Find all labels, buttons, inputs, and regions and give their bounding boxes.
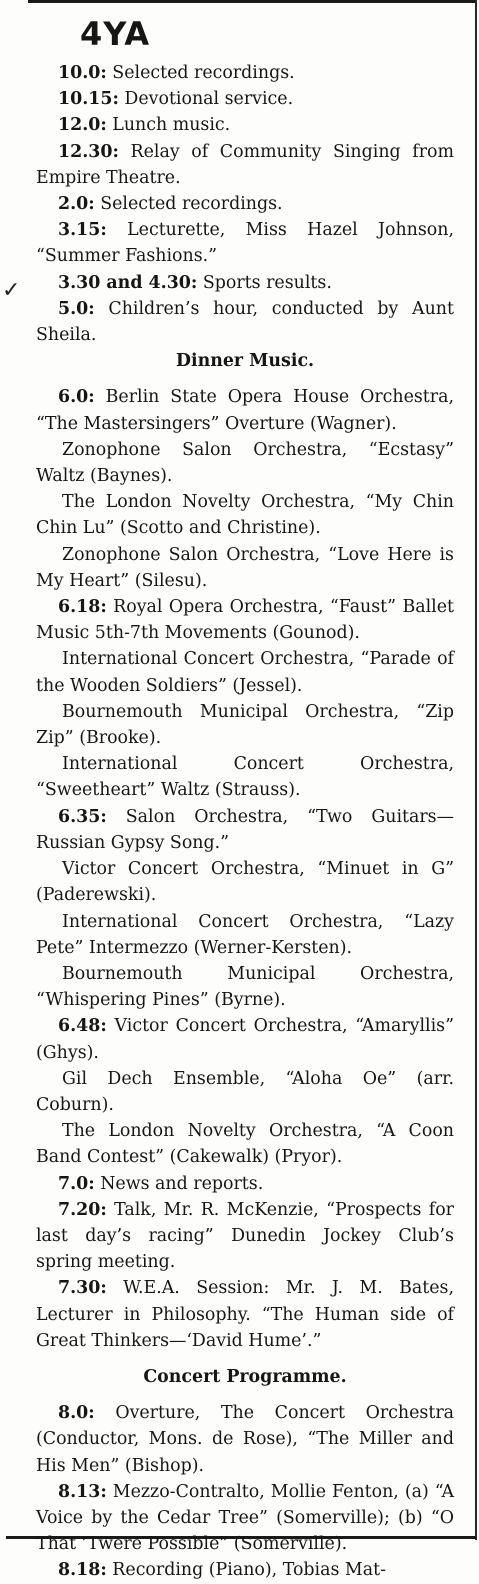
programme-entry [36,112,454,138]
programme-entry [36,1275,454,1354]
programme-entry [36,86,454,112]
entry-time: 6.35: [58,806,107,827]
entry-time: 10.15: [58,89,119,110]
programme-entry [36,1557,454,1583]
programme-entry [36,270,454,296]
entry-time: 8.13: [58,1481,107,1502]
entry-text: Mezzo-Contralto, Mollie Fenton, (a) “A Voice by the Cedar Tree” (Somerville); (b) “O That ’Twere Possible” (Somerville). [36,1481,454,1555]
programme-entry [36,217,454,269]
entry-time: 7.0: [58,1173,95,1194]
programme-entry [36,139,454,191]
dinner-music-heading: Dinner Music. [175,351,315,372]
entry-time: 6.18: [58,597,107,618]
entry-text: Devotional service. [118,89,294,110]
entry-text: Children’s hour, conducted by Aunt Sheila. [36,298,454,346]
ink-mark: ✓ [2,278,21,303]
concert-programme-listings [36,1400,454,1583]
programme-entry [36,594,454,646]
entry-text: Sports results. [197,272,332,293]
entry-text: Overture, The Concert Orchestra (Conductor, Mons. de Rose), “The Miller and His Men” (Bishop). [36,1403,454,1476]
programme-entry [36,1400,454,1479]
entry-text: Recording (Piano), Tobias Mat- [106,1560,386,1581]
entry-text: Berlin State Opera House Orchestra, “The Mastersingers” Overture (Wagner). [36,387,454,434]
entry-text: The London Novelty Orchestra, “My Chin Chin Lu” (Scotto and Christine). [36,492,454,539]
entry-time: 6.0: [58,387,95,408]
daytime-listings [36,60,454,348]
entry-time: 7.20: [58,1199,107,1220]
programme-entry [36,1171,454,1197]
entry-text: Victor Concert Orchestra, “Amaryllis” (Ghys). [36,1016,454,1063]
programme-entry [36,384,454,436]
programme-entry [36,751,454,803]
entry-text: Relay of Community Singing from Empire Theatre. [36,141,454,188]
entry-text: International Concert Orchestra, “Parade of the Wooden Soldiers” (Jessel). [36,649,454,696]
programme-entry [36,699,454,751]
concert-programme-heading: Concert Programme. [143,1366,347,1387]
entry-text: International Concert Orchestra, “Lazy Pete” Intermezzo (Werner-Kersten). [36,911,454,958]
entry-text: Talk, Mr. R. McKenzie, “Prospects for last day’s racing” Dunedin Jockey Club’s spring meeting. [36,1199,454,1273]
entry-time: 6.48: [58,1016,107,1037]
entry-text: Victor Concert Orchestra, “Minuet in G” (Paderewski). [36,859,454,906]
programme-entry [36,542,454,594]
programme-entry [36,1197,454,1276]
dinner-music-listings [36,384,454,1354]
programme-entry [36,856,454,908]
entry-time: 8.0: [58,1403,95,1424]
entry-time: 12.30: [58,141,119,162]
top-rule [28,0,476,3]
programme-entry [36,296,454,348]
programme-entry [36,1066,454,1118]
entry-time: 5.0: [58,298,95,319]
entry-text: W.E.A. Session: Mr. J. M. Bates, Lecturer in Philosophy. “The Human side of Great Thinkers—‘David Hume’.” [36,1278,454,1351]
entry-text: Zonophone Salon Orchestra, “Ecstasy” Waltz (Baynes). [36,439,454,487]
programme-entry [36,1479,454,1558]
programme-entry [36,909,454,961]
programme-entry [36,489,454,541]
station-title: 4YA [80,15,151,53]
entry-time: 2.0: [58,194,95,215]
entry-time: 7.30: [58,1278,107,1299]
entry-time: 10.0: [58,63,107,83]
programme-entry [36,1013,454,1065]
entry-text: Selected recordings. [106,63,295,83]
entry-time: 3.30 and 4.30: [58,272,198,293]
programme-entry [36,60,454,86]
entry-text: Royal Opera Orchestra, “Faust” Ballet Music 5th-7th Movements (Gounod). [36,597,454,644]
entry-text: Bournemouth Municipal Orchestra, “Zip Zip” (Brooke). [36,701,454,749]
programme-entry [36,804,454,856]
right-column-rule [475,0,477,1540]
programme-entry [36,961,454,1013]
programme-entry [36,191,454,217]
entry-time: 12.0: [58,115,107,136]
entry-time: 3.15: [58,220,107,241]
entry-text: Selected recordings. [94,194,283,215]
programme-entry [36,437,454,489]
programme-entry [36,1118,454,1170]
entry-time: 8.18: [58,1560,107,1581]
entry-text: Lunch music. [106,115,231,136]
entry-text: Lecturette, Miss Hazel Johnson, “Summer Fashions.” [36,220,454,267]
entry-text: Salon Orchestra, “Two Guitars—Russian Gypsy Song.” [36,806,454,853]
entry-text: The London Novelty Orchestra, “A Coon Band Contest” (Cakewalk) (Pryor). [36,1121,454,1168]
entry-text: International Concert Orchestra, “Sweetheart” Waltz (Strauss). [36,754,454,801]
entry-text: News and reports. [94,1173,264,1194]
entry-text: Bournemouth Municipal Orchestra, “Whispering Pines” (Byrne). [36,963,454,1011]
programme-entry [36,646,454,698]
entry-text: Zonophone Salon Orchestra, “Love Here is My Heart” (Silesu). [36,544,454,591]
entry-text: Gil Dech Ensemble, “Aloha Oe” (arr. Coburn). [36,1068,454,1115]
programme-column [36,60,454,1584]
